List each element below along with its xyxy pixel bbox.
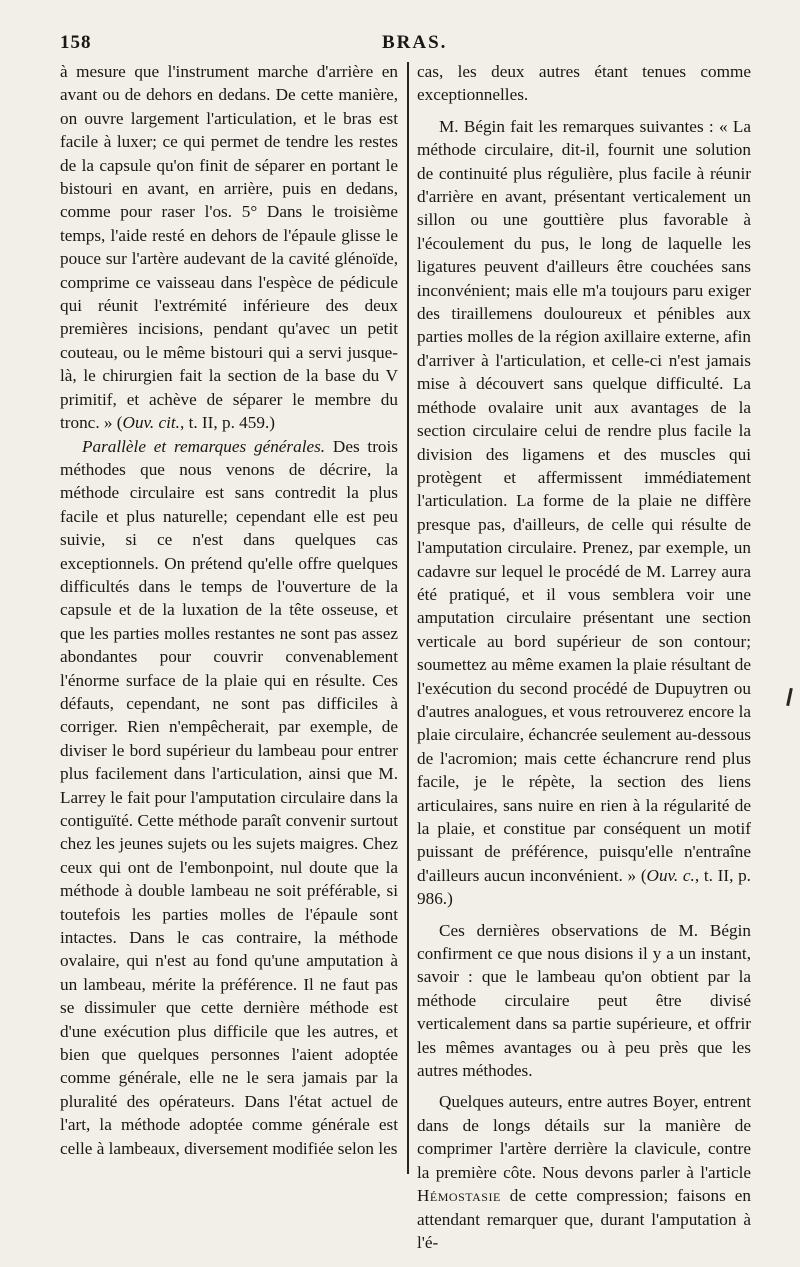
citation-title: Ouv. c.: [646, 865, 695, 885]
citation-reference: , t. II, p. 459.): [179, 413, 275, 433]
left-column: [60, 60, 398, 1160]
paragraph: Ces dernières observations de M. Bégin confirment ce que nous disions il y a un instant, savoir : que le lambeau qu'on obtient par la méthode circulaire peut être divisé verticalement dans sa partie supérieure, et offrir les mêmes avantages ou à peu près que les autres méthodes.: [417, 920, 751, 1081]
paragraph: [60, 60, 398, 435]
page-number: 158: [60, 32, 92, 53]
paragraph-text: M. Bégin fait les remarques suivantes : « La méthode circulaire, dit-il, fournit une solution de continuité plus régulière, plus facile à réunir d'arrière en avant, présentant verticalement un sillon ou une gouttière plus favorable à l'écoulement du pus, le long de laquelle les ligatures peuvent d'ailleurs être couchées sans inconvénient; mais elle m'a toujours paru exiger des tiraillemens douloureux et pénibles aux parties molles de la région axillaire externe, afin d'arriver à l'articulation, et celle-ci n'est jamais mise à découvert sans quelque difficulté. La méthode ovalaire unit aux avantages de la section circulaire celui de rendre plus facile la division des ligamens et des muscles qui protègent et affermissent immédiatement l'articulation. La forme de la plaie ne diffère presque pas, d'ailleurs, de celle qui résulte de l'amputation circulaire. Prenez, par exemple, un cadavre sur lequel le procédé de M. Larrey aura été pratiqué, et il vous semblera voir une amputation circulaire présentant une section verticale au bord supérieur de son contour; soumettez au même examen la plaie résultant de l'exécution du second procédé de Dupuytren ou d'autres analogues, et vous retrouverez encore la plaie circulaire, échancrée seulement au-dessous de l'acromion; mais cette échancrure rend plus facile, je le répète, la section des liens articulaires, sans nuire en rien à la régularité de la plaie, et constitue par conséquent un motif puissant de préférence, puisqu'elle n'entraîne d'ailleurs aucun inconvénient. » (: [417, 116, 751, 885]
paragraph-text: Quelques auteurs, entre autres Boyer, entrent dans de longs détails sur la manière de comprimer l'artère derrière la clavicule, contre la première côte. Nous devons parler à l'article: [417, 1092, 751, 1182]
paragraph: cas, les deux autres étant tenues comme exceptionnelles.: [417, 62, 751, 105]
paragraph-text: Des trois méthodes que nous venons de décrire, la méthode circulaire est sans contredit la plus facile et plus naturelle; cependant elle est peu suivie, si ce n'est dans quelques cas exceptionnels. On prétend qu'elle offre quelques difficultés dans le temps de l'ouverture de la capsule et de la luxation de la tête osseuse, et que les parties molles restantes ne sont pas assez abondantes pour couvrir convenablement l'énorme surface de la plaie qui en résulte. Ces défauts, cependant, ne sont pas difficiles à corriger. Rien n'empêcherait, par exemple, de diviser le bord supérieur du lambeau pour entrer plus facilement dans l'articulation, ainsi que M. Larrey le fait pour l'amputation circulaire dans la contiguïté. Cette méthode paraît convenir surtout chez les jeunes sujets ou les sujets maigres. Chez ceux qui ont de l'embonpoint, nul doute que la méthode à double lambeau ne soit préférable, si toutefois les parties molles de l'épaule sont intactes. Dans le cas contraire, la méthode ovalaire, qui n'est au fond qu'une amputation à un lambeau, mérite la préférence. Il ne faut pas se dissimuler que cette dernière méthode est d'une exécution plus difficile que les autres, et bien que quelques personnes l'aient adoptée comme générale, elle ne le sera jamais par la pluralité des opérateurs. Dans l'état actuel de l'art, la méthode adoptée comme générale est celle à lambeaux, diversement modifiée selon les: [60, 436, 398, 1158]
column-divider: [407, 62, 409, 1174]
right-column: [417, 60, 751, 1254]
page-header: [0, 32, 800, 56]
running-head: BRAS.: [382, 32, 448, 53]
margin-mark: [786, 688, 793, 706]
section-heading: Parallèle et remarques générales.: [82, 436, 326, 456]
cross-reference: Hémostasie: [417, 1186, 501, 1206]
paragraph: [60, 435, 398, 1161]
paragraph-text: de cette compression; faisons en attendant remarquer que, durant l'amputation à l'é-: [417, 1186, 751, 1252]
paragraph: [417, 1090, 751, 1254]
citation-title: Ouv. cit.: [122, 413, 180, 433]
paragraph: [417, 115, 751, 911]
paragraph-text: à mesure que l'instrument marche d'arrière en avant ou de dehors en dedans. De cette manière, on ouvre largement l'articulation, et le bras est facile à luxer; ce qui permet de tendre les restes de la capsule qu'on finit de séparer en portant le bistouri en avant, en arrière, puis en dedans, comme pour raser l'os. 5° Dans le troisième temps, l'aide resté en dehors de l'épaule glisse le pouce sur l'artère audevant de la cavité glénoïde, comprime ce vaisseau dans l'espèce de pédicule qui réunit l'extrémité inférieure des deux premières incisions, pendant qu'avec un petit couteau, ou le même bistouri qui a servi jusque-là, le chirurgien fait la section de la base du V primitif, et achève de séparer le membre du tronc. » (: [60, 62, 398, 433]
citation-reference: , t. II, p. 986.): [417, 865, 751, 909]
